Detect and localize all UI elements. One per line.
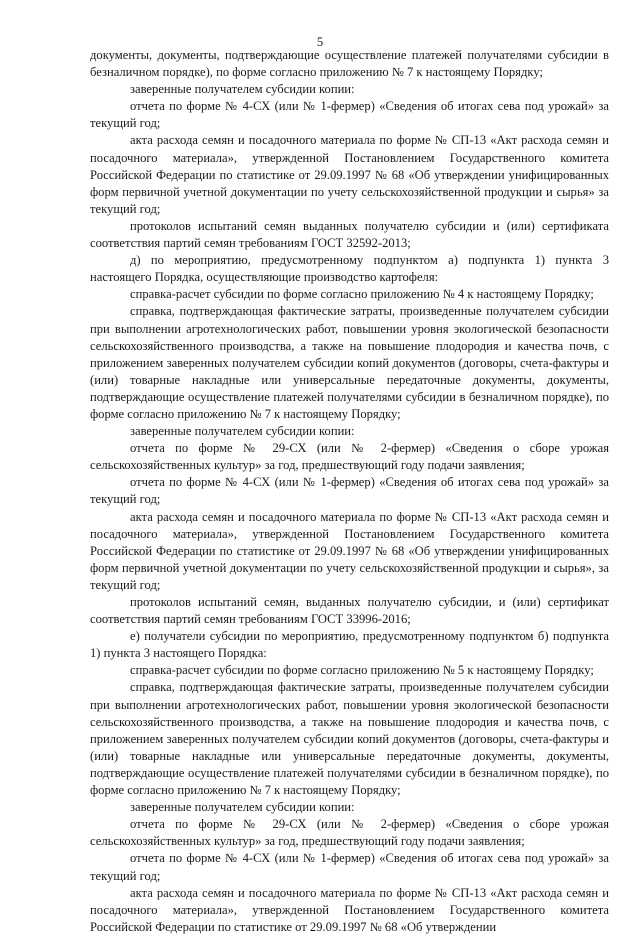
paragraph: заверенные получателем субсидии копии: — [130, 82, 355, 97]
paragraph: акта расхода семян и посадочного материала по форме № СП-13 «Акт расхода семян и посадочного материала», утвержденной Постановлением Государственного комитета Российской Федерации по статистике от 29.09.1997 № 68 «Об утверждении — [90, 885, 609, 934]
paragraph: отчета по форме № 4-СХ (или № 1-фермер) «Сведения об итогах сева под урожай» за текущий год; — [90, 851, 609, 883]
paragraph: справка, подтверждающая фактические затраты, произведенные получателем субсидии при выполнении агротехнологических работ, повышении уровня экологической безопасности сельскохозяйственного производства, а также на повышение плодородия и качества почв, с приложением заверенных получателем субсидии копий документов (договоры, счета-фактуры и (или) товарные накладные или универсальные передаточные документы, документы, подтверждающие осуществление платежей получателями субсидии в безналичном порядке), по форме согласно приложению № 7 к настоящему Порядку; — [90, 304, 609, 421]
paragraph: акта расхода семян и посадочного материала по форме № СП-13 «Акт расхода семян и посадочного материала», утвержденной Постановлением Государственного комитета Российской Федерации по статистике от 29.09.1997 № 68 «Об утверждении унифицированных форм первичной учетной документации по учету сельскохозяйственной продукции и сырья», за текущий год; — [90, 509, 609, 592]
paragraph: отчета по форме № 29-СХ (или № 2-фермер) «Сведения о сборе урожая сельскохозяйственных культур» за год, предшествующий году подачи заявления; — [90, 817, 609, 849]
paragraph: д) по мероприятию, предусмотренному подпунктом а) подпункта 1) пункта 3 настоящего Порядка, осуществляющие производство картофеля: — [90, 253, 609, 285]
document-body — [90, 47, 609, 936]
paragraph: справка, подтверждающая фактические затраты, произведенные получателем субсидии при выполнении агротехнологических работ, повышении уровня экологической безопасности сельскохозяйственного производства, а также на повышение плодородия и качества почв, с приложением заверенных получателем субсидии копий документов (договоры, счета-фактуры и (или) товарные накладные или универсальные передаточные документы, документы, подтверждающие осуществление платежей получателями субсидии в безналичном порядке), по форме согласно приложению № 7 к настоящему Порядку; — [90, 680, 609, 798]
paragraph: заверенные получателем субсидии копии: — [130, 800, 355, 815]
paragraph: акта расхода семян и посадочного материала по форме № СП-13 «Акт расхода семян и посадочного материала», утвержденной Постановлением Государственного комитета Российской Федерации по статистике от 29.09.1997 № 68 «Об утверждении унифицированных форм первичной учетной документации по учету сельскохозяйственной продукции и сырья» за текущий год; — [90, 133, 609, 216]
paragraph: заверенные получателем субсидии копии: — [130, 424, 355, 439]
paragraph: отчета по форме № 4-СХ (или № 1-фермер) «Сведения об итогах сева под урожай» за текущий год; — [90, 475, 609, 507]
paragraph: справка-расчет субсидии по форме согласно приложению № 4 к настоящему Порядку; — [130, 287, 594, 302]
paragraph: е) получатели субсидии по мероприятию, предусмотренному подпунктом б) подпункта 1) пункта 3 настоящего Порядка: — [90, 629, 609, 661]
paragraph: протоколов испытаний семян выданных получателю субсидии и (или) сертификата соответствия партий семян требованиям ГОСТ 32592-2013; — [90, 218, 609, 251]
paragraph: протоколов испытаний семян, выданных получателю субсидии, и (или) сертификат соответствия партий семян требованиям ГОСТ 33996-2016; — [90, 595, 609, 627]
paragraph: отчета по форме № 29-СХ (или № 2-фермер) «Сведения о сборе урожая сельскохозяйственных культур» за год, предшествующий году подачи заявления; — [90, 441, 609, 473]
page-number: 5 — [316, 35, 324, 49]
paragraph: справка-расчет субсидии по форме согласно приложению № 5 к настоящему Порядку; — [130, 663, 594, 678]
paragraph: документы, документы, подтверждающие осуществление платежей получателями субсидии в безналичном порядке), по форме согласно приложению № 7 к настоящему Порядку; — [90, 48, 609, 80]
paragraph: отчета по форме № 4-СХ (или № 1-фермер) «Сведения об итогах сева под урожай» за текущий год; — [90, 99, 609, 131]
